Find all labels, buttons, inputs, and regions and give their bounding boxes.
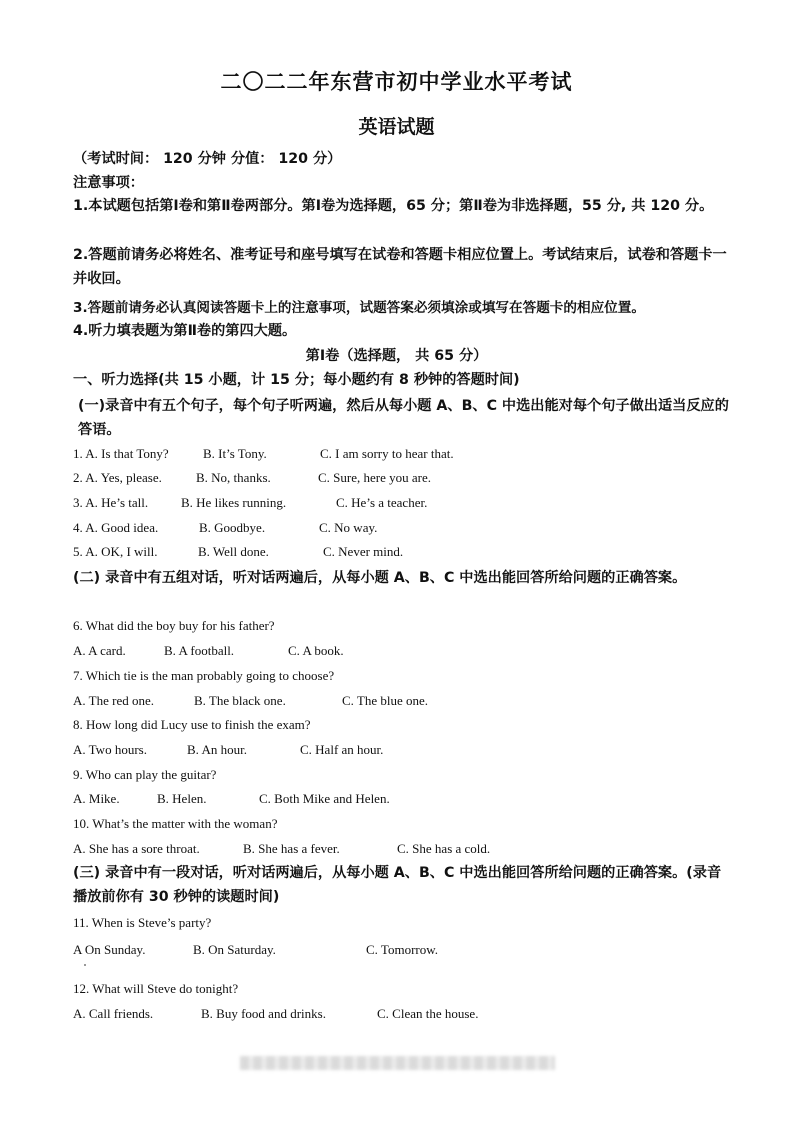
question-2-option-c: C. Sure, here you are. (318, 470, 431, 485)
question-4-option-b: B. Goodbye. (199, 520, 266, 535)
subsection-2-instructions: (二) 录音中有五组对话，听对话两遍后，从每小题 A、B、C 中选出能回答所给问题的正确答案。 (73, 570, 687, 586)
subsection-3-instructions: (三) 录音中有一段对话，听对话两遍后，从每小题 A、B、C 中选出能回答所给问题的正确答案。(录音播放前你有 30 秒钟的读题时间) (73, 865, 722, 905)
notice-item-2: 2.答题前请务必将姓名、准考证号和座号填写在试卷和答题卡相应位置上。考试结束后，试卷和答题卡一并收回。 (73, 247, 727, 287)
question-9-option-b: B. Helen. (157, 791, 207, 806)
question-11-option-b: B. On Saturday. (193, 942, 276, 957)
blurred-footer-watermark (240, 1056, 555, 1070)
question-6-option-a: A. A card. (73, 643, 126, 658)
notice-item-3: 3.答题前请务必认真阅读答题卡上的注意事项，试题答案必须填涂或填写在答题卡的相应位置。 (73, 300, 645, 316)
question-4-option-a: 4. A. Good idea. (73, 520, 159, 535)
question-11-option-c: C. Tomorrow. (366, 942, 439, 957)
notice-heading: 注意事项： (73, 175, 144, 191)
question-1-option-b: B. It’s Tony. (203, 446, 267, 461)
question-1-option-a: 1. A. Is that Tony? (73, 446, 169, 461)
question-7-option-b: B. The black one. (194, 693, 286, 708)
question-3-option-b: B. He likes running. (181, 495, 287, 510)
question-8-option-b: B. An hour. (187, 742, 247, 757)
question-2-option-b: B. No, thanks. (196, 470, 271, 485)
question-6-option-b: B. A football. (164, 643, 235, 658)
question-8-option-a: A. Two hours. (73, 742, 147, 757)
question-4-option-c: C. No way. (319, 520, 378, 535)
exam-subtitle: 英语试题 (358, 116, 435, 138)
question-12-option-b: B. Buy food and drinks. (201, 1006, 326, 1021)
question-10-option-c: C. She has a cold. (397, 841, 491, 856)
question-5-option-a: 5. A. OK, I will. (73, 544, 158, 559)
question-2-option-a: 2. A. Yes, please. (73, 470, 162, 485)
notice-item-1: 1.本试题包括第Ⅰ卷和第Ⅱ卷两部分。第Ⅰ卷为选择题，65 分；第Ⅱ卷为非选择题，55 分, 共 120 分。 (73, 198, 714, 214)
section-listening-heading: 一、听力选择(共 15 小题，计 15 分；每小题约有 8 秒钟的答题时间) (73, 372, 520, 388)
question-3-option-c: C. He’s a teacher. (336, 495, 428, 510)
question-7-option-c: C. The blue one. (342, 693, 429, 708)
question-6-stem: 6. What did the boy buy for his father? (73, 618, 275, 633)
question-11-stem: 11. When is Steve’s party? (73, 915, 212, 930)
question-5-option-c: C. Never mind. (323, 544, 404, 559)
exam-info: （考试时间： 120 分钟 分值： 120 分） (73, 151, 342, 167)
question-1-option-c: C. I am sorry to hear that. (320, 446, 454, 461)
stray-dot (84, 964, 86, 966)
question-6-option-c: C. A book. (288, 643, 344, 658)
question-10-option-a: A. She has a sore throat. (73, 841, 200, 856)
question-9-stem: 9. Who can play the guitar? (73, 767, 217, 782)
question-7-stem: 7. Which tie is the man probably going to choose? (73, 668, 335, 683)
subsection-1-instructions: (一)录音中有五个句子，每个句子听两遍，然后从每小题 A、B、C 中选出能对每个句子做出适当反应的答语。 (78, 398, 729, 438)
question-11-option-a: A On Sunday. (73, 942, 146, 957)
question-9-option-c: C. Both Mike and Helen. (259, 791, 390, 806)
question-8-stem: 8. How long did Lucy use to finish the exam? (73, 717, 311, 732)
question-7-option-a: A. The red one. (73, 693, 154, 708)
question-12-option-a: A. Call friends. (73, 1006, 154, 1021)
question-10-option-b: B. She has a fever. (243, 841, 340, 856)
question-5-option-b: B. Well done. (198, 544, 269, 559)
exam-title: 二〇二二年东营市初中学业水平考试 (220, 70, 573, 94)
question-9-option-a: A. Mike. (73, 791, 120, 806)
question-3-option-a: 3. A. He’s tall. (73, 495, 149, 510)
part1-heading: 第Ⅰ卷（选择题， 共 65 分） (305, 348, 488, 364)
question-12-option-c: C. Clean the house. (377, 1006, 479, 1021)
question-12-stem: 12. What will Steve do tonight? (73, 981, 239, 996)
notice-item-4: 4.听力填表题为第Ⅱ卷的第四大题。 (73, 323, 297, 339)
question-10-stem: 10. What’s the matter with the woman? (73, 816, 278, 831)
question-8-option-c: C. Half an hour. (300, 742, 384, 757)
